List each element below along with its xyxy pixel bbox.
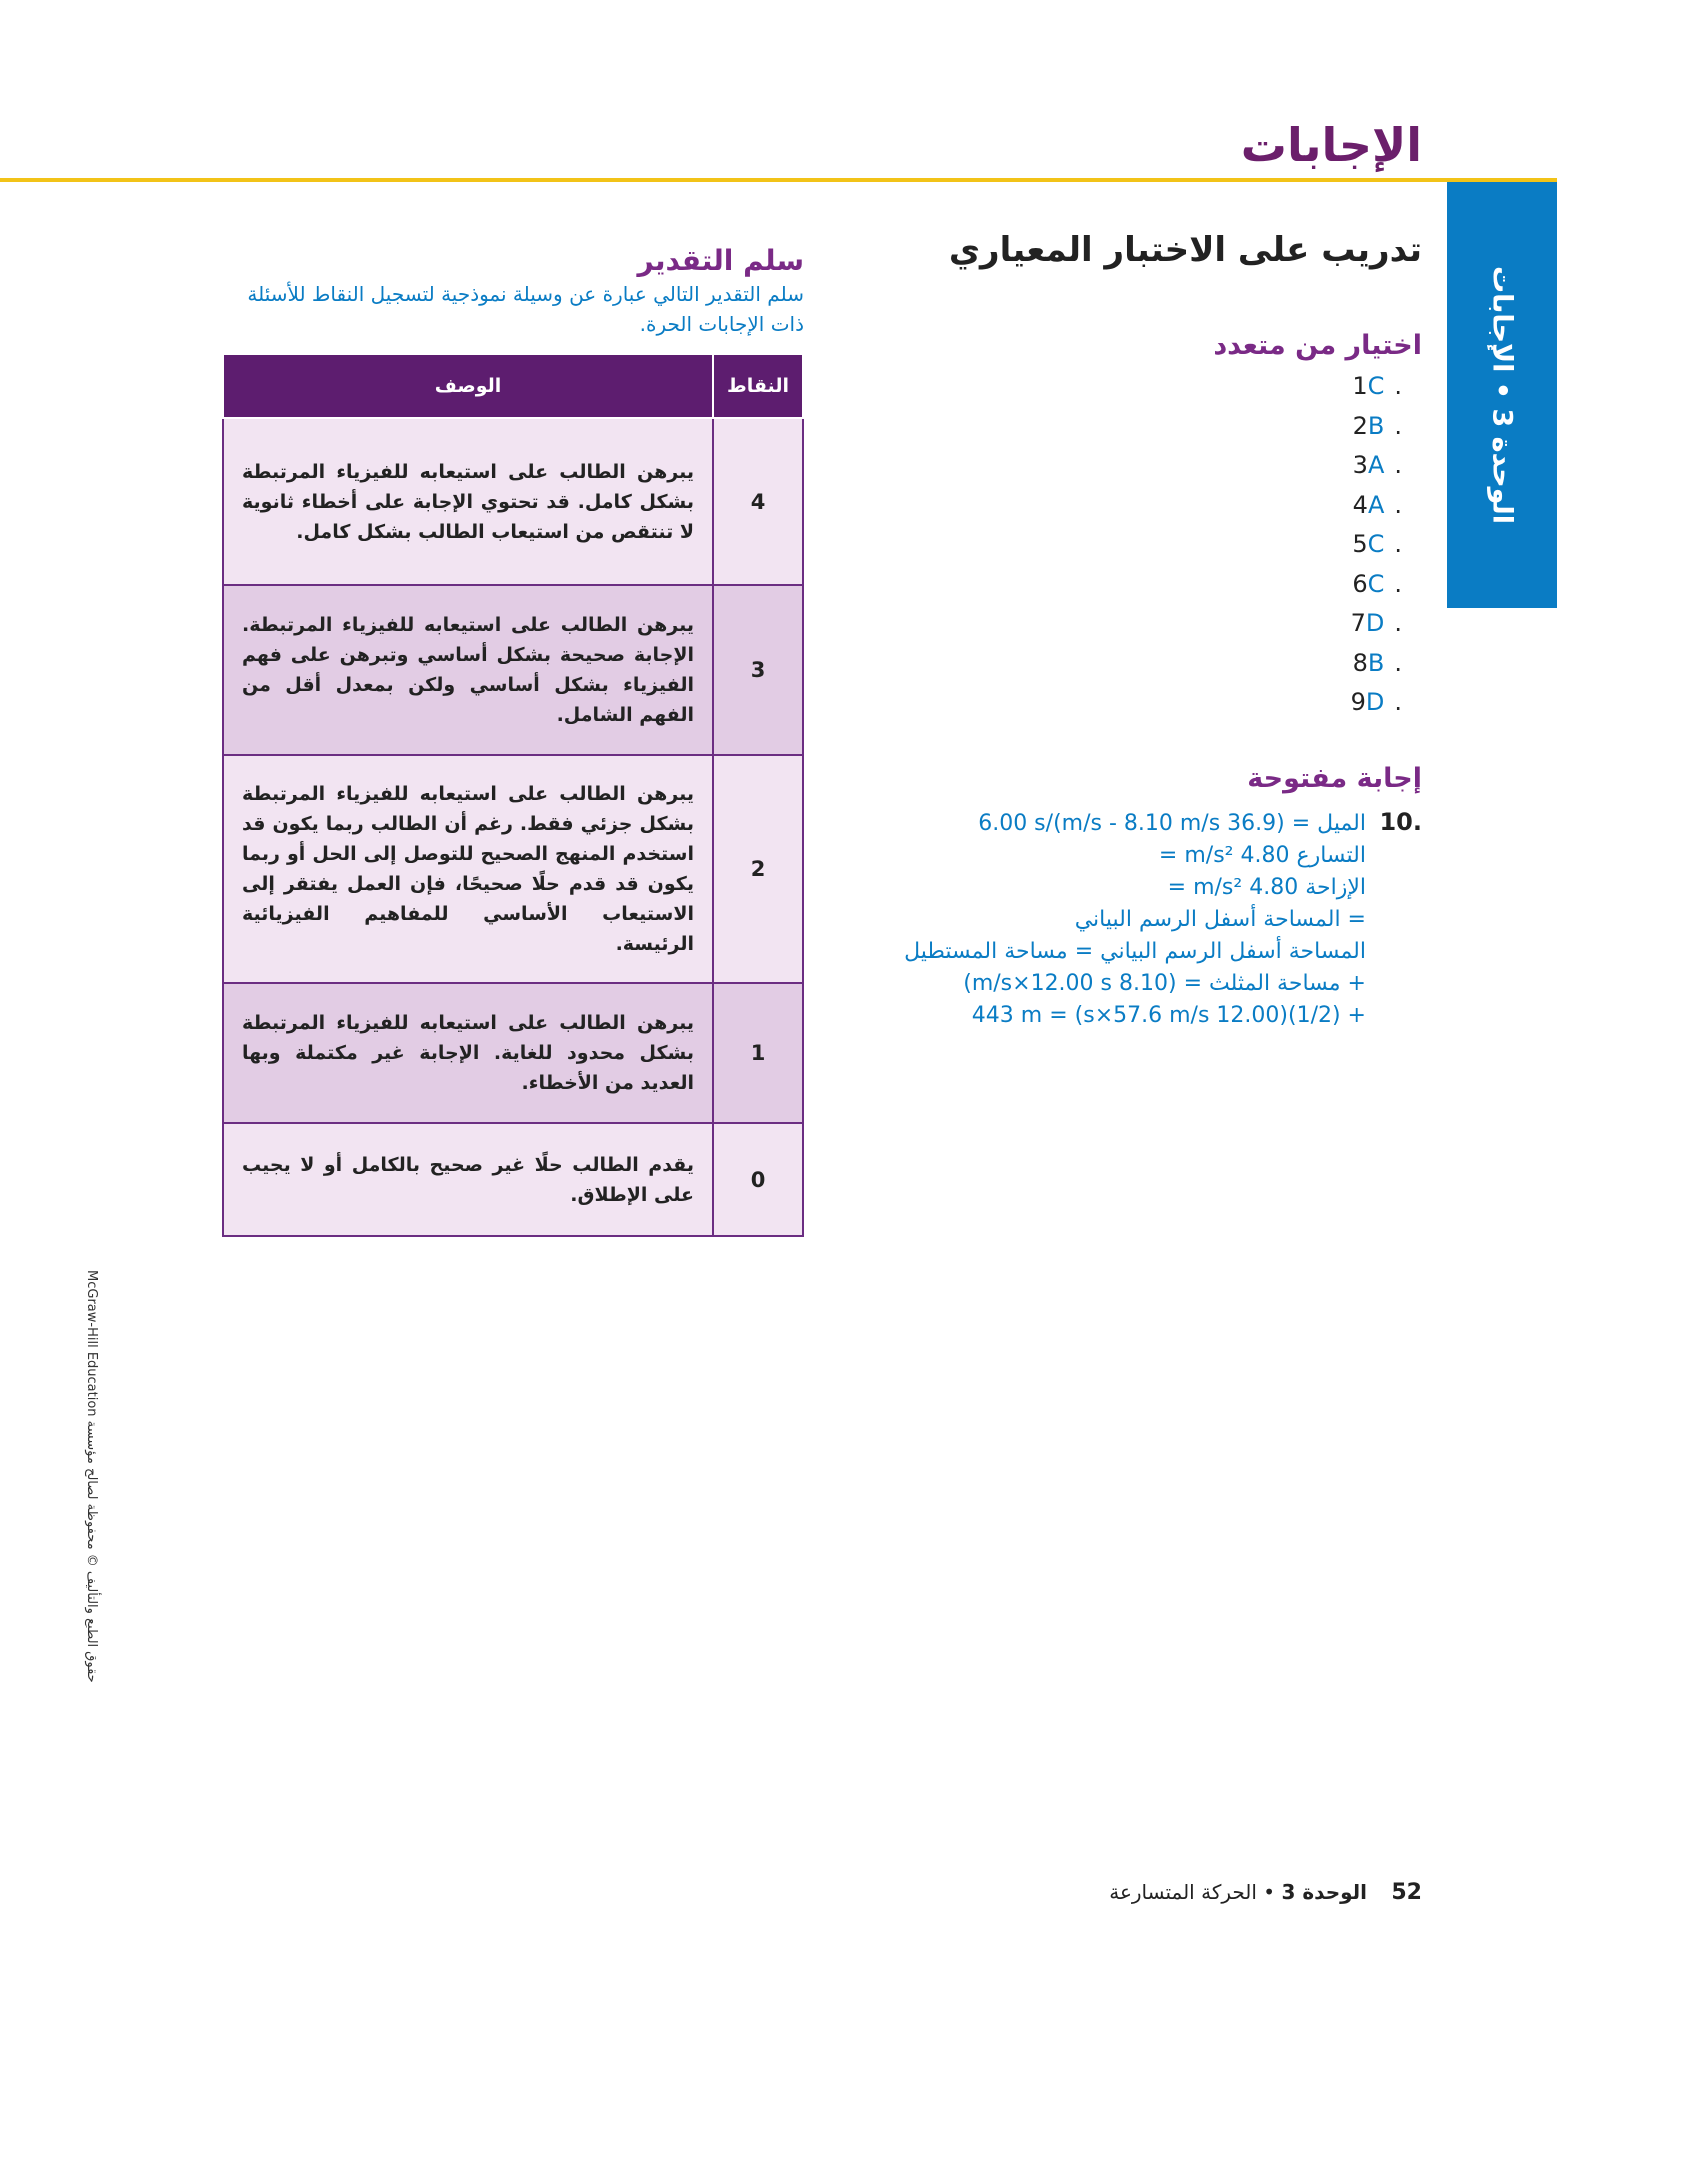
rubric-description: يبرهن الطالب على استيعابه للفيزياء المرتبطة. الإجابة صحيحة بشكل أساسي وتبرهن على فهم الفيزياء بشكل أساسي ولكن بمعدل أقل من الفهم الشامل.: [223, 585, 713, 755]
mc-item: [862, 367, 1402, 407]
mc-item: [862, 446, 1402, 486]
open-response-line: = المساحة أسفل الرسم البياني: [1074, 906, 1366, 932]
mc-item: [862, 525, 1402, 565]
rubric-row: [223, 983, 803, 1123]
mc-answer: A: [1367, 490, 1385, 519]
mc-number: .7: [1350, 609, 1402, 637]
mc-item: [862, 407, 1402, 447]
page-footer: [1109, 1880, 1422, 1905]
mc-answer: D: [1365, 688, 1385, 716]
open-response-title: إجابة مفتوحة: [1247, 762, 1422, 794]
mc-number: .5: [1352, 530, 1402, 558]
answers-column: [862, 230, 1422, 1032]
mc-answer: A: [1367, 451, 1385, 479]
open-response-line: المساحة أسفل الرسم البياني = مساحة المستطيل: [904, 938, 1366, 964]
rubric-header-points: النقاط: [713, 354, 803, 418]
rubric-description: يبرهن الطالب على استيعابه للفيزياء المرتبطة بشكل جزئي فقط. رغم أن الطالب ربما يكون قد استخدم المنهج الصحيح للتوصل إلى الحل أو ربما يكون قد قدم حلًا صحيحًا، فإن العمل يفتقر إلى الاستيعاب الأساسي للمفاهيم الفيزيائية الرئيسة.: [223, 755, 713, 983]
rubric-points: 2: [713, 755, 803, 983]
mc-answer: C: [1367, 530, 1385, 558]
mc-answer: B: [1367, 648, 1385, 677]
rubric-description: يبرهن الطالب على استيعابه للفيزياء المرتبطة بشكل كامل. قد تحتوي الإجابة على أخطاء ثانوية لا تنتقص من استيعاب الطالب بشكل كامل.: [223, 418, 713, 585]
mc-item: [862, 565, 1402, 605]
page-title: الإجابات: [1240, 118, 1422, 172]
rubric-points: 3: [713, 585, 803, 755]
title-rule: [0, 178, 1557, 182]
mc-answer: D: [1365, 609, 1385, 637]
rubric-header-row: [223, 354, 803, 418]
rubric-title: سلم التقدير: [637, 244, 804, 277]
rubric-description: يقدم الطالب حلًا غير صحيح بالكامل أو لا يجيب على الإطلاق.: [223, 1123, 713, 1236]
rubric-column: [222, 244, 804, 1237]
mc-answer: C: [1367, 372, 1385, 400]
open-response-line: + (1/2)(12.00 s×57.6 m/s) = 443 m: [971, 1002, 1366, 1028]
mc-item: [862, 683, 1402, 723]
mc-item: [862, 604, 1402, 644]
open-response-line: الميل = (36.9 m/s - 8.10 m/s)/6.00 s: [978, 810, 1366, 836]
mc-number: .1: [1352, 372, 1402, 400]
multiple-choice-title: اختيار من متعدد: [1213, 330, 1422, 361]
mc-number: .9: [1350, 688, 1402, 716]
rubric-points: 4: [713, 418, 803, 585]
open-response-line: التسارع 4.80 m/s² =: [1158, 842, 1366, 868]
mc-number: .3: [1352, 451, 1402, 479]
mc-answer: C: [1367, 569, 1385, 598]
side-tab: [1447, 182, 1557, 608]
multiple-choice-list: [862, 367, 1422, 723]
rubric-header-description: الوصف: [223, 354, 713, 418]
mc-item: [862, 486, 1402, 526]
copyright-credit: حقوق الطبع والتأليف © محفوظة لصالح مؤسسة McGraw-Hill Education: [84, 1270, 99, 1683]
rubric-intro: سلم التقدير التالي عبارة عن وسيلة نموذجية لتسجيل النقاط للأسئلة ذات الإجابات الحرة.: [247, 282, 804, 336]
section-title: تدريب على الاختبار المعياري: [948, 230, 1422, 270]
footer-unit: الوحدة 3: [1281, 1880, 1368, 1904]
rubric-table: [222, 353, 804, 1237]
rubric-points: 0: [713, 1123, 803, 1236]
mc-item: [862, 644, 1402, 684]
rubric-description: يبرهن الطالب على استيعابه للفيزياء المرتبطة بشكل محدود للغاية. الإجابة غير مكتملة وبها العديد من الأخطاء.: [223, 983, 713, 1123]
rubric-row: [223, 1123, 803, 1236]
rubric-row: [223, 755, 803, 983]
rubric-row: [223, 418, 803, 585]
page-number: 52: [1391, 1880, 1422, 1905]
rubric-row: [223, 585, 803, 755]
mc-answer: B: [1367, 411, 1385, 440]
rubric-points: 1: [713, 983, 803, 1123]
mc-number: .4: [1352, 490, 1402, 519]
open-response: [862, 808, 1422, 1032]
open-response-number: .10: [1379, 807, 1422, 836]
mc-number: .6: [1352, 569, 1402, 598]
open-response-lines: [862, 808, 1422, 1032]
mc-number: .2: [1352, 411, 1402, 440]
side-tab-label: الوحدة 3 • الإجابات: [1486, 266, 1518, 524]
mc-number: .8: [1352, 648, 1402, 677]
open-response-line: الإزاحة 4.80 m/s² =: [1167, 874, 1366, 900]
footer-chapter: • الحركة المتسارعة: [1109, 1880, 1276, 1904]
open-response-line: + مساحة المثلث = (8.10 m/s×12.00 s): [963, 970, 1366, 996]
